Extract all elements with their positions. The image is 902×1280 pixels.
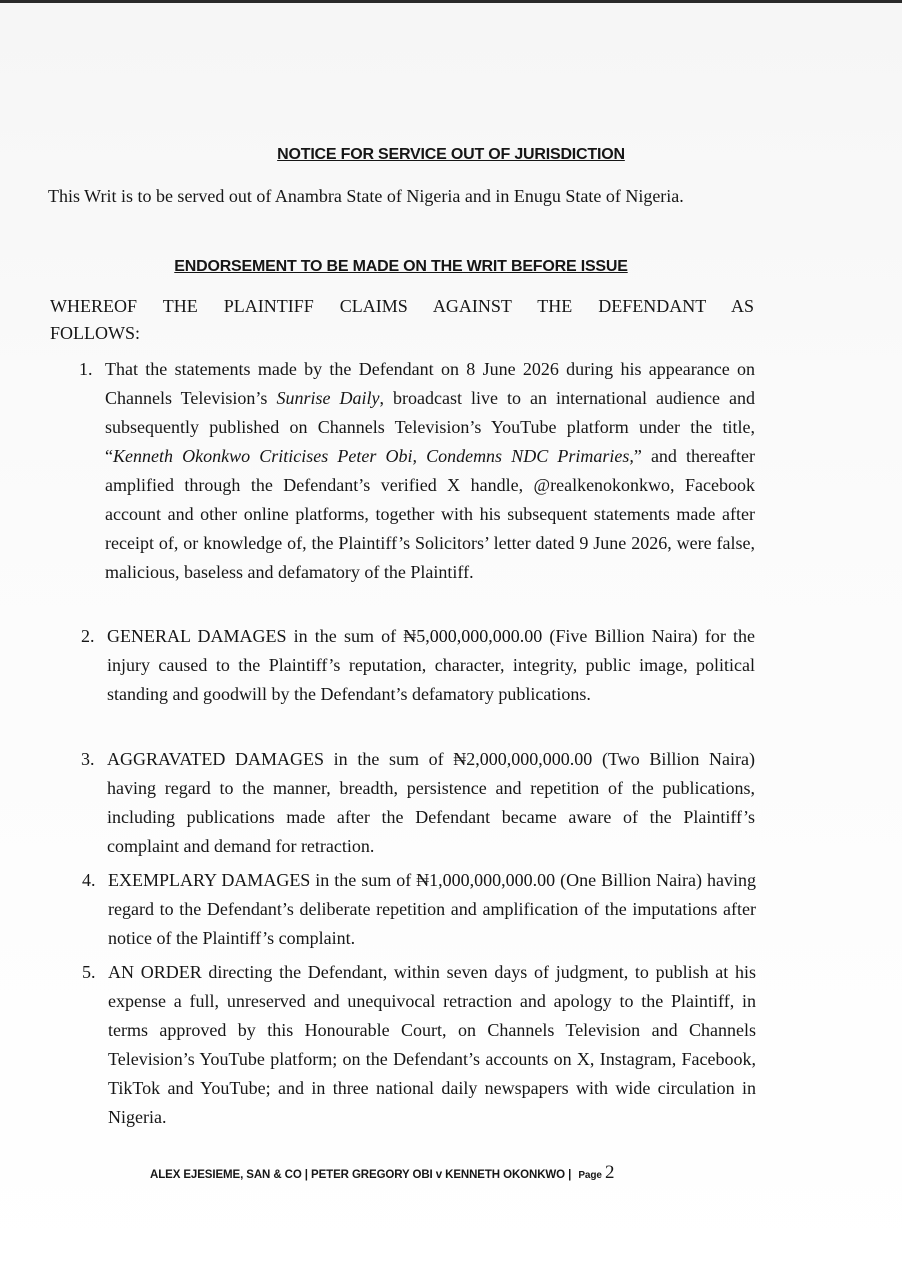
video-title: Kenneth Okonkwo Criticises Peter Obi, Condemns NDC Primaries, (113, 446, 634, 466)
claim-item-5 (82, 958, 756, 1132)
claim-text: , broadcast live to an international audience and subsequently published on Channels Television’s YouTube platform under the title, “ (105, 388, 755, 466)
claim-text: AGGRAVATED DAMAGES in the sum of ₦2,000,000,000.00 (Two Billion Naira) having regard to the manner, breadth, persistence and repetition of the publications, including publications made after the Defendant became aware of the Plaintiff’s complaint and demand for retraction. (107, 749, 755, 856)
claim-intro-line1: WHEREOF THE PLAINTIFF CLAIMS AGAINST THE DEFENDANT AS (50, 296, 754, 316)
claim-item-3 (81, 745, 755, 861)
claim-item-4 (82, 866, 756, 953)
claim-number: 3. (81, 749, 95, 769)
footer-text: ALEX EJESIEME, SAN & CO | PETER GREGORY OBI v KENNETH OKONKWO | (150, 1169, 572, 1181)
claim-item-2 (81, 622, 755, 709)
claim-text: AN ORDER directing the Defendant, within seven days of judgment, to publish at his expense a full, unreserved and unequivocal retraction and apology to the Plaintiff, in terms approved by this Honourable Court, on Channels Television and Channels Television’s YouTube platform; on the Defendant’s accounts on X, Instagram, Facebook, TikTok and YouTube; and in three national daily newspapers with wide circulation in Nigeria. (108, 962, 756, 1127)
claim-text: GENERAL DAMAGES in the sum of ₦5,000,000,000.00 (Five Billion Naira) for the injury caused to the Plaintiff’s reputation, character, integrity, public image, political standing and goodwill by the Defendant’s defamatory publications. (107, 626, 755, 704)
page-label: Page (578, 1170, 602, 1181)
page-footer (150, 1162, 614, 1184)
programme-name: Sunrise Daily (276, 388, 380, 408)
claim-number: 1. (79, 359, 93, 379)
endorsement-heading: ENDORSEMENT TO BE MADE ON THE WRIT BEFORE ISSUE (174, 258, 628, 275)
claim-number: 5. (82, 962, 96, 982)
claim-text: ” and thereafter amplified through the Defendant’s verified X handle, @realkenokonkwo, Facebook account and other online platforms, together with his subsequent statements made after receipt of, or knowledge of, the Plaintiff’s Solicitors’ letter dated 9 June 2026, were false, malicious, baseless and defamatory of the Plaintiff. (105, 446, 755, 582)
claim-number: 4. (82, 870, 96, 890)
claim-text: EXEMPLARY DAMAGES in the sum of ₦1,000,000,000.00 (One Billion Naira) having regard to the Defendant’s deliberate repetition and amplification of the imputations after notice of the Plaintiff’s complaint. (108, 870, 756, 948)
claim-text: That the statements made by the Defendant on 8 June 2026 during his appearance on Channels Television’s (105, 359, 755, 408)
claim-intro-line2: FOLLOWS: (50, 323, 140, 343)
notice-heading: NOTICE FOR SERVICE OUT OF JURISDICTION (277, 146, 625, 163)
claim-number: 2. (81, 626, 95, 646)
service-paragraph: This Writ is to be served out of Anambra State of Nigeria and in Enugu State of Nigeria. (48, 186, 684, 206)
scan-edge (0, 0, 902, 3)
claim-item-1 (79, 355, 755, 587)
page-number: 2 (604, 1162, 615, 1183)
